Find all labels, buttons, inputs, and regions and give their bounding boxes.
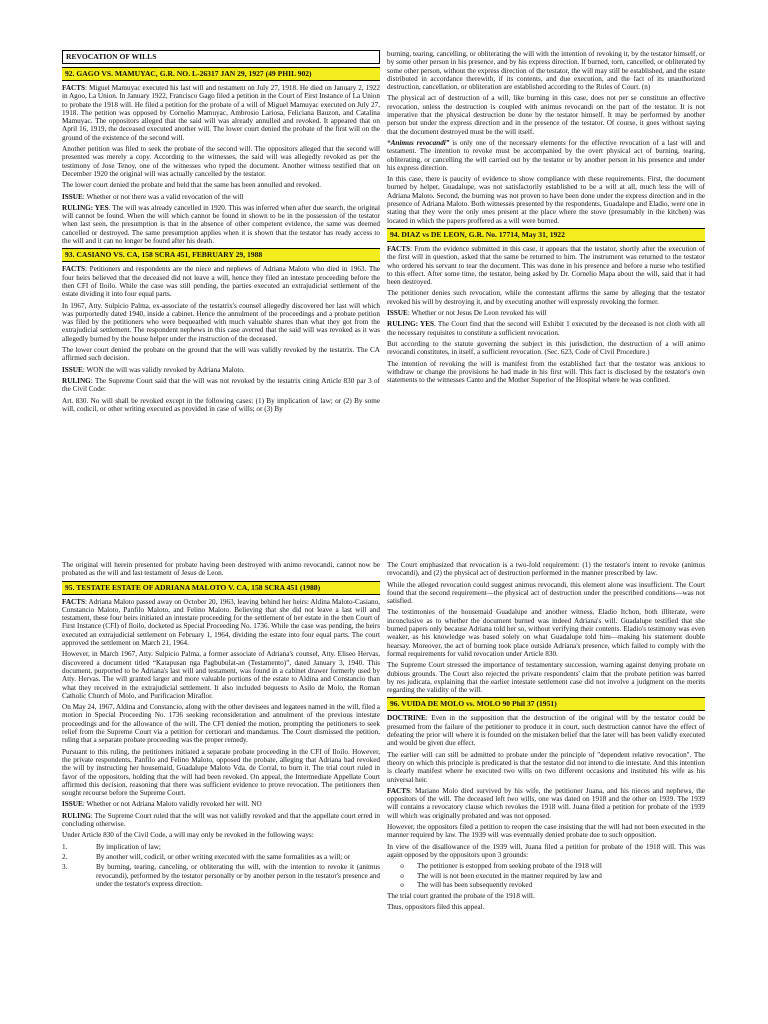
case-94-issue [387, 309, 705, 317]
animus-revocandi-paragraph [387, 139, 705, 172]
column-top-left [62, 50, 380, 490]
ruling-label: RULING: YES [387, 320, 435, 329]
list-text: The will is not been executed in the manner required by law and [417, 871, 602, 880]
list-text: The petitioner is estopped from seeking probate of the 1918 will [417, 862, 602, 871]
issue-label: ISSUE [62, 800, 83, 809]
list-number: 3. [62, 863, 68, 872]
facts-text: : Miguel Mamuyac executed his last will and testament on July 27, 1918. He died on January 2, 1922 in Agoo, La Union. In January 1922, Francisco Gago filed a petition in the Court of First Instance of La Union to probate the 1918 will. He filed a petition for the probate of a will of Miguel Mamuyac executed on July 27, 1918. The petition was opposed by Cornelio Mamuyac, Ambrosio Lariosa, Feliciana Bauzon, and Catalina Mamuyac. The oppositors alleged that the said will was already annulled and revoked. It appeared that on April 16, 1919, the deceased executed another will. The lower court denied the probate of the first will on the ground of the existence of the second will. [62, 84, 380, 142]
column-bottom-right [387, 561, 705, 1016]
facts-label: FACTS [62, 597, 86, 606]
case-93-issue [62, 366, 380, 374]
ruling-label: RULING [62, 811, 91, 820]
case-92-heading: 92. GAGO VS. MAMUYAC, G.R. NO. L-26317 JAN 29, 1927 (49 PHIL 902) [62, 67, 380, 81]
paragraph: The Supreme Court stressed the importance of testamentary succession, warning against denying probate on dubious grounds. The Court also rejected the private respondents' claim that the probate petition was barred by res judicata, explaining that the earlier intestate settlement case did not involve a judgment on the merits regarding the validity of the will. [387, 661, 705, 695]
list-item [62, 853, 380, 861]
list-item [387, 881, 705, 889]
case-95-facts [62, 598, 380, 648]
facts-text: : From the evidence submitted in this case, it appears that the testator, shortly after the execution of the first will in question, asked that the same be returned to him. The instrument was returned to the testator who ordered his servant to tear the document. This was done in his presence and before a nurse who testified to this effect. After some time, the testator, being asked by Dr. Cornelio Mapa about the will, said that it had been destroyed. [387, 244, 705, 287]
issue-label: ISSUE [62, 365, 83, 374]
facts-label: FACTS [387, 244, 411, 253]
bullet-icon: o [400, 862, 404, 871]
case-92-paragraph: Another petition was filed to seek the probate of the second will. The oppositors alleged that the second will presented was merely a copy. According to the witnesses, the said will was allegedly revoked as per the testimony of Jose Tenoy, one of the witnesses who typed the document. Another witness testified that on December 1920 the original will was actually cancelled by the testator. [62, 145, 380, 178]
ruling-label: RULING: YES [62, 203, 109, 212]
list-number: 1. [62, 842, 68, 851]
case-93-paragraph: In 1967, Atty. Sulpicio Palma, ex-associate of the testatrix's counsel allegedly discovered her last will which was purportedly dated 1940, inside a cabinet. Hence the annulment of the proceedings and a probate petition was filed by the petitioners who were bequeathed with much valuable shares than what they got from the extrajudicial settlement. The respondent nephews in this case averred that the said will was revoked as it was allegedly burned by the house helper under the instruction of the deceased. [62, 301, 380, 343]
list-item [62, 843, 380, 851]
list-text: By burning, tearing, canceling, or obliterating the will, with the intention to revoke it (animus revocandi), performed by the testator personally or by another person in the testator's presence and under the testator's express direction. [96, 863, 380, 888]
ruling-text: : The Supreme Court said that the will was not revoked by the testatrix citing Article 830 par 3 of the Civil Code: [62, 376, 380, 394]
case-95-paragraph: Under Article 830 of the Civil Code, a will may only be revoked in the following ways: [62, 831, 314, 840]
case-93-heading: 93. CASIANO VS. CA, 158 SCRA 451, FEBRUARY 29, 1988 [62, 248, 380, 262]
list-text: The will has been subsequently revoked [417, 880, 533, 889]
paragraph: In this case, there is paucity of evidence to show compliance with these requirements. First, the document burned by helper, Guadalupe, was not satisfactorily established to be a will at all, much less the will of Adriana Maloto. Second, the burning was not proven to have been done under the express direction and in the presence of Adriana Maloto. Both witnesses presented by the respondents, Guadalupe and Eladio, were one in stating that they were the only ones present at the place where the stove (presumably in the kitchen) was located in which the papers proffered as a will were burned. [387, 175, 705, 225]
list-number: 2. [62, 852, 68, 861]
case-96-paragraph: However, the oppositors filed a petition to reopen the case insisting that the will had not been executed in the manner required by law. The 1939 will was eventually denied probate due to such opposition. [387, 823, 705, 840]
paragraph: The physical act of destruction of a will, like burning in this case, does not per se constitute an effective revocation, unless the destruction is coupled with animus revocandi on the part of the testator. It is not imperative that the physical destruction be done by the testator himself. It may be performed by another person but under the express direction and in the presence of the testator. Of course, it goes without saying that the document destroyed must be the will itself. [387, 94, 705, 136]
revocation-methods-list [62, 843, 380, 888]
case-95-issue [62, 800, 380, 808]
facts-label: FACTS [62, 84, 86, 92]
column-bottom-left [62, 561, 380, 1016]
case-93-facts [62, 265, 380, 298]
issue-text: : Whether or not there was a valid revocation of the will [82, 192, 244, 201]
list-item [387, 872, 705, 880]
facts-text: : Adriana Maloto passed away on October 20, 1963, leaving behind her heirs: Aldina Maloto-Casiano, Constancio Maloto, Panfilo Maloto, and Felino Maloto. Believing that she did not leave a last will and testament, these four heirs initiated an intestate proceeding for the settlement of her estate in the then Court of First Instance (CFI) of Iloilo, docketed as Special Proceeding No. 1736. While the case was pending, the heirs executed an extrajudicial settlement on February 1, 1964, dividing the estate into four equal parts. The court approved the settlement on March 21, 1964. [62, 597, 380, 648]
case-94-ruling [387, 320, 705, 337]
article-continuation: burning, tearing, cancelling, or obliterating the will with the intention of revoking it, by the testator himself, or by some other person in his presence, and by his express direction. If burned, torn, cancelled, or obliterated by some other person, without the express direction of the testator, the will may still be established, and the estate distributed in accordance therewith, if its contents, and due execution, and the fact of its unauthorized destruction, cancellation, or obliteration are established according to the Rules of Court. (n) [387, 50, 705, 92]
case-96-paragraph: The trial court granted the probate of the 1918 will. [387, 892, 535, 901]
issue-label: ISSUE [387, 309, 408, 318]
case-92-issue [62, 193, 380, 201]
case-96-paragraph: Thus, oppositors filed this appeal. [387, 903, 485, 912]
doctrine-text: : Even in the supposition that the destruction of the original will by the testator could be presumed from the failure of the petitioner to produce it in court, such destruction cannot have the effect of defeating the prior will where it is founded on the mistaken belief that the later will has been validly executed and would be given due effect. [387, 714, 705, 748]
facts-text: : Petitioners and respondents are the niece and nephews of Adriana Maloto who died in 1963. The four heirs believed that the deceased did not leave a will, hence they filed an intestate proceeding before the then CFI of Iloilo. While the case was still pending, the parties executed an extrajudicial settlement of the estate dividing it into four equal parts. [62, 265, 380, 299]
ruling-text: : The Supreme Court ruled that the will was not validly revoked and that the appellate court erred in concluding otherwise. [62, 811, 380, 829]
case-95-ruling [62, 812, 380, 829]
case-96-doctrine [387, 714, 705, 747]
doctrine-label: DOCTRINE [387, 714, 426, 723]
ruling-text: . The Court find that the second will Exhibit 1 executed by the deceased is not cloth with all the necessary requisites to constitute a sufficient revocation. [387, 320, 705, 337]
paragraph: The testimonies of the housemaid Guadalupe and another witness, Eladio Itchon, both illiterate, were inconclusive as to whether the document burned was indeed Adriana's will. Guadalupe testified that she burned papers only because Adriana told her so, without verifying their contents. Eladio's testimony was even weaker, as his knowledge was based solely on what Guadalupe told him—making his statement double hearsay. Moreover, the act of burning took place outside Adriana's presence, which failed to comply with the formal requirements for valid revocation under Article 830. [387, 608, 705, 658]
list-item [62, 863, 380, 888]
case-95-paragraph: Pursuant to this ruling, the petitioners initiated a separate probate proceeding in the CFI of Iloilo. However, the private respondents, Panfilo and Felino Maloto, opposed the probate, alleging that Adriana had revoked the will by instructing her housemaid, Guadalupe Maloto Vda. de Corral, to burn it. The trial court ruled in favor of the oppositors, holding that the will had been revoked. On appeal, the Intermediate Appellate Court affirmed this decision, reasoning that there was sufficient evidence to prove revocation. The petitioners then sought recourse before the Supreme Court. [62, 747, 380, 798]
list-text: By another will, codicil, or other writing executed with the same formalities as a will; or [96, 852, 351, 861]
list-text: By implication of law; [96, 842, 161, 851]
bullet-icon: o [400, 871, 404, 880]
case-93-ruling [62, 377, 380, 394]
case-93-paragraph: The lower court denied the probate on the ground that the will was validly revoked by the testatrix. The CA affirmed such decision. [62, 346, 380, 363]
ruling-label: RULING [62, 376, 91, 385]
case-96-paragraph: The earlier will can still be admitted to probate under the principle of "dependent relative revocation". The theory on which this principle is predicated is that the testator did not intend to die intestate. And this intention is clearly manifest where he executed two wills on two different occasions and instituted his wife as his universal heir. [387, 750, 705, 784]
case-95-heading: 95. TESTATE ESTATE OF ADRIANA MALOTO V. CA, 158 SCRA 451 (1988) [62, 581, 380, 595]
section-title: REVOCATION OF WILLS [62, 50, 380, 64]
grounds-list [387, 862, 705, 889]
issue-text: : Whether or not Adriana Maloto validly revoked her will. NO [82, 800, 262, 809]
case-93-article: Art. 830. No will shall be revoked except in the following cases: (1) By implication of law; or (2) By some will, codicil, or other writing executed as provided in case of wills; or (3) By [62, 396, 380, 413]
case-94-heading: 94. DIAZ vs DE LEON, G.R. No. 17714, May 31, 1922 [387, 228, 705, 242]
case-94-paragraph: The petitioner denies such revocation, while the contestant affirms the same by alleging that the testator revoked his will by destroying it, and by executing another will expressly revoking the former. [387, 289, 705, 306]
case-96-heading: 96. VUIDA DE MOLO vs. MOLO 90 Phil 37 (1951) [387, 697, 705, 711]
case-94-facts [387, 245, 705, 286]
column-top-right [387, 50, 705, 490]
animus-text: is only one of the necessary elements for the effective revocation of a last will and testament. The intention to revoke must be accompanied by the overt physical act of burning, tearing, obliterating, or cancelling the will carried out by the testator or by another person in his presence and under his express direction. [387, 138, 705, 172]
paragraph: While the alleged revocation could suggest animus revocandi, this element alone was insufficient. The Court found that the second requirement—the physical act of destruction under the prescribed conditions—was not satisfied. [387, 580, 705, 606]
issue-label: ISSUE [62, 192, 83, 201]
case-92-facts [62, 84, 380, 142]
case-94-paragraph: The intention of revoking the will is manifest from the established fact that the testator was anxious to withdraw or change the provisions he had made in his first will. This fact is disclosed by the testator's own statements to the witnesses Canto and the Mother Superior of the Hospital where he was confined. [387, 359, 705, 385]
facts-label: FACTS [62, 265, 86, 274]
case-94-paragraph: But according to the statute governing the subject in this jurisdiction, the destruction of a will animo revocandi constitutes, in itself, a sufficient revocation. (Sec. 623, Code of Civil Procedure.) [387, 339, 705, 357]
case-95-paragraph: On May 24, 1967, Aldina and Constancio, along with the other devisees and legatees named in the will, filed a motion in Special Proceeding No. 1736 seeking reconsideration and annulment of the previous intestate proceedings and for the allowance of the will. The CFI denied the motion, prompting the petitioners to seek relief from the Supreme Court via a petition for certiorari and mandamus. The Court dismissed the petition, ruling that a separate probate proceeding was the proper remedy. [62, 703, 380, 745]
facts-label: FACTS [387, 786, 411, 795]
animus-label: “Animus revocandi” [387, 138, 450, 147]
paragraph: The original will herein presented for probate having been destroyed with animo revocandi, cannot now be probated as the will and last testament of Jesus de Leon. [62, 561, 380, 578]
facts-text: : Mariano Molo died survived by his wife, the petitioner Juana, and his nieces and nephews, the oppositors of the will. The deceased left two wills, one was dated on 1918 and the other on 1939. The 1939 will contains a revocatory clause which revokes the 1918 will. Juana filed a petition for probate of the 1939 will which was originally probated and was not opposed. [387, 786, 705, 820]
bullet-icon: o [400, 880, 404, 889]
paragraph: The Court emphasized that revocation is a two-fold requirement: (1) the testator's intent to revoke (animus revocandi), and (2) the physical act of destruction performed in the manner prescribed by law. [387, 561, 705, 578]
case-92-ruling [62, 204, 380, 245]
issue-text: : Whether or not Jesus De Leon revoked his will [407, 309, 547, 318]
case-96-facts [387, 787, 705, 820]
case-95-paragraph: However, in March 1967, Atty. Sulpicio Palma, a former associate of Adriana's counsel, Atty. Eliseo Hervas, discovered a document titled “Katapusan nga Pagbubulat-an (Testamento)”, dated January 3, 1940. This document, purported to be Adriana's last will and testament, was found in a cabinet drawer formerly used by Atty. Hervas. The will granted larger and more valuable portions of the estate to Aldina and Constancio than what they received in the extrajudicial settlement. It also included bequests to Asilo de Molo, the Roman Catholic Church of Molo, and Purificacion Miraflor. [62, 650, 380, 700]
ruling-text: . The will was already cancelled in 1920. This was inferred when after due search, the original will cannot be found. When the will which cannot be found in shown to be in the possession of the testator when last seen, the presumption is that in the absence of other competent evidence, the same was deemed cancelled or destroyed. The same presumption applies when it is shown that the testator has ready access to the will and it can no longer be found after his death. [62, 203, 380, 246]
case-96-paragraph: In view of the disallowance of the 1939 will, Juana filed a petition for probate of the 1918 will. This was again opposed by the oppositors upon 3 grounds: [387, 842, 705, 859]
list-item [387, 862, 705, 870]
case-92-paragraph: The lower court denied the probate and held that the same has been annulled and revoked. [62, 181, 322, 190]
issue-text: : WON the will was validly revoked by Adriana Maloto. [82, 365, 245, 374]
